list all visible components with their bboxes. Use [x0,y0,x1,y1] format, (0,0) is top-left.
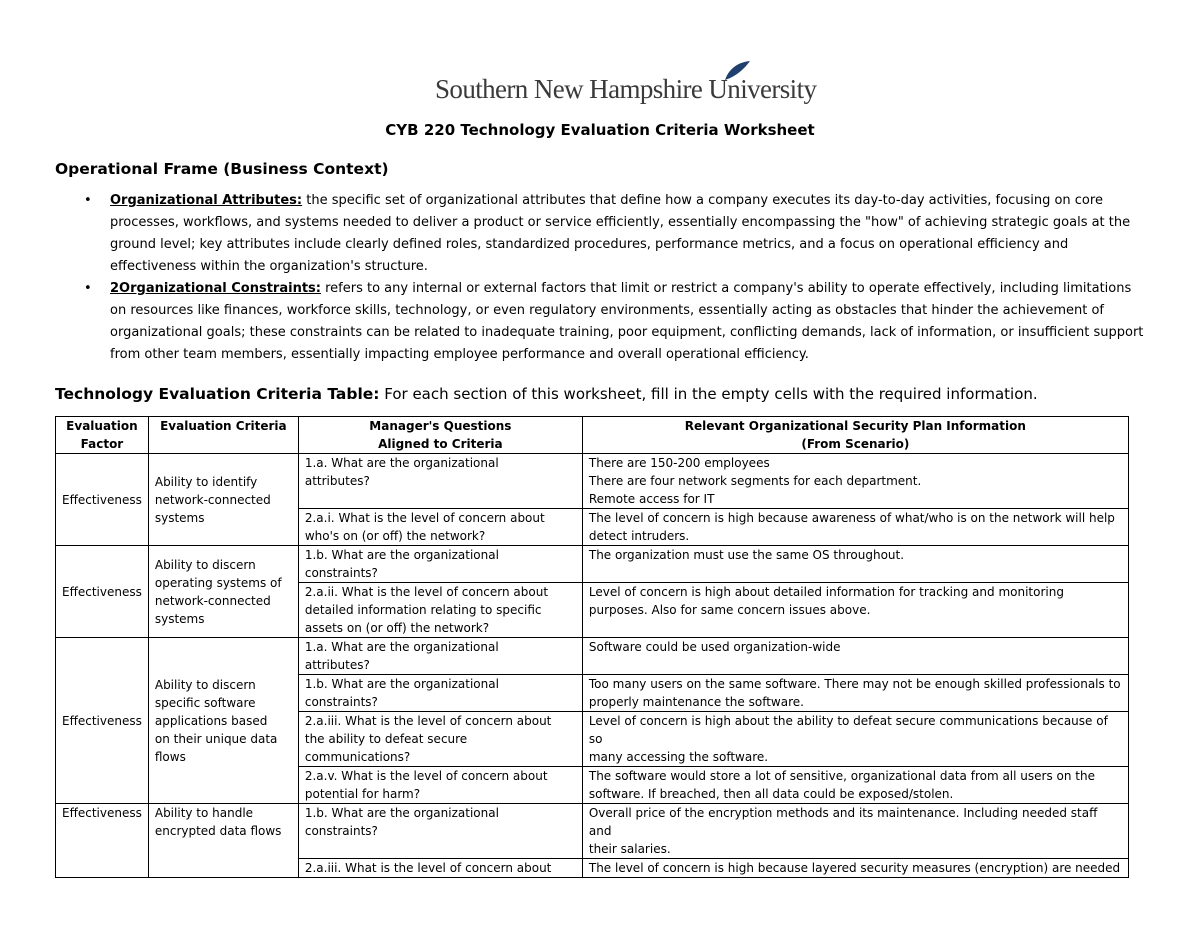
criteria-cell: Ability to handle encrypted data flows [148,804,298,878]
table-intro [55,385,1038,403]
question-cell: 1.b. What are the organizational constraints? [298,546,582,583]
question-cell: 1.a. What are the organizational attributes? [298,454,582,509]
term-label: Organizational Attributes: [110,193,303,208]
criteria-cell: Ability to identify network-connected systems [148,454,298,546]
header-info: Relevant Organizational Security Plan Information (From Scenario) [582,417,1128,454]
question-cell: 2.a.iii. What is the level of concern about the ability to defeat secure communications? [298,712,582,767]
question-cell: 2.a.v. What is the level of concern about potential for harm? [298,767,582,804]
info-cell: The organization must use the same OS throughout. [582,546,1128,583]
logo-wordmark: Southern New Hampshire University [435,74,817,104]
info-cell: Level of concern is high about detailed information for tracking and monitoring purposes. Also for same concern issues above. [582,583,1128,638]
table-header-row [56,417,1129,454]
criteria-cell: Ability to discern operating systems of network-connected systems [148,546,298,638]
info-cell: Overall price of the encryption methods and its maintenance. Including needed staff and their salaries. [582,804,1128,859]
section-heading: Operational Frame (Business Context) [55,160,389,178]
question-cell: 2.a.iii. What is the level of concern about [298,859,582,878]
list-item [78,278,1148,366]
university-logo [435,60,817,110]
question-cell: 1.a. What are the organizational attributes? [298,638,582,675]
table-row [56,638,1129,675]
table-intro-label: Technology Evaluation Criteria Table: [55,385,380,403]
leaf-icon [723,60,751,82]
factor-cell: Effectiveness [56,546,149,638]
question-cell: 2.a.i. What is the level of concern about who's on (or off) the network? [298,509,582,546]
question-cell: 1.b. What are the organizational constraints? [298,675,582,712]
document-title: CYB 220 Technology Evaluation Criteria Worksheet [385,121,815,139]
question-cell: 2.a.ii. What is the level of concern about detailed information relating to specific assets on (or off) the network? [298,583,582,638]
criteria-table [55,416,1129,878]
info-cell: The software would store a lot of sensitive, organizational data from all users on the software. If breached, then all data could be exposed/stolen. [582,767,1128,804]
table-intro-text: For each section of this worksheet, fill in the empty cells with the required information. [379,385,1038,403]
header-factor: Evaluation Factor [56,417,149,454]
bullet-icon: • [84,193,92,208]
term-definition: the specific set of organizational attributes that define how a company executes its day-to-day activities, focusing on core processes, workflows, and systems needed to deliver a product or service efficiently, essentially encompassing the "how" of achieving strategic goals at the ground level; key attributes include clearly defined roles, standardized procedures, performance metrics, and a focus on operational efficiency and effectiveness within the organization's structure. [110,193,1131,274]
factor-cell: Effectiveness [56,454,149,546]
info-cell: Too many users on the same software. There may not be enough skilled professionals to properly maintenance the software. [582,675,1128,712]
info-cell: Software could be used organization-wide [582,638,1128,675]
criteria-cell: Ability to discern specific software applications based on their unique data flows [148,638,298,804]
factor-cell: Effectiveness [56,804,149,878]
definition-list [78,190,1148,366]
term-definition: refers to any internal or external factors that limit or restrict a company's ability to operate effectively, including limitations on resources like finances, workforce skills, technology, or even regulatory environments, essentially acting as obstacles that hinder the achievement of organizational goals; these constraints can be related to inadequate training, poor equipment, conflicting demands, lack of information, or insufficient support from other team members, essentially impacting employee performance and overall operational efficiency. [110,281,1144,362]
term-label: 2Organizational Constraints: [110,281,321,296]
factor-cell: Effectiveness [56,638,149,804]
table-row [56,454,1129,509]
table-row [56,546,1129,583]
info-cell: The level of concern is high because layered security measures (encryption) are needed [582,859,1128,878]
table-row [56,804,1129,859]
bullet-icon: • [84,281,92,296]
info-cell: There are 150-200 employees There are four network segments for each department. Remote access for IT [582,454,1128,509]
list-item [78,190,1148,278]
header-criteria: Evaluation Criteria [148,417,298,454]
info-cell: Level of concern is high about the ability to defeat secure communications because of so many accessing the software. [582,712,1128,767]
info-cell: The level of concern is high because awareness of what/who is on the network will help detect intruders. [582,509,1128,546]
question-cell: 1.b. What are the organizational constraints? [298,804,582,859]
header-questions: Manager's Questions Aligned to Criteria [298,417,582,454]
